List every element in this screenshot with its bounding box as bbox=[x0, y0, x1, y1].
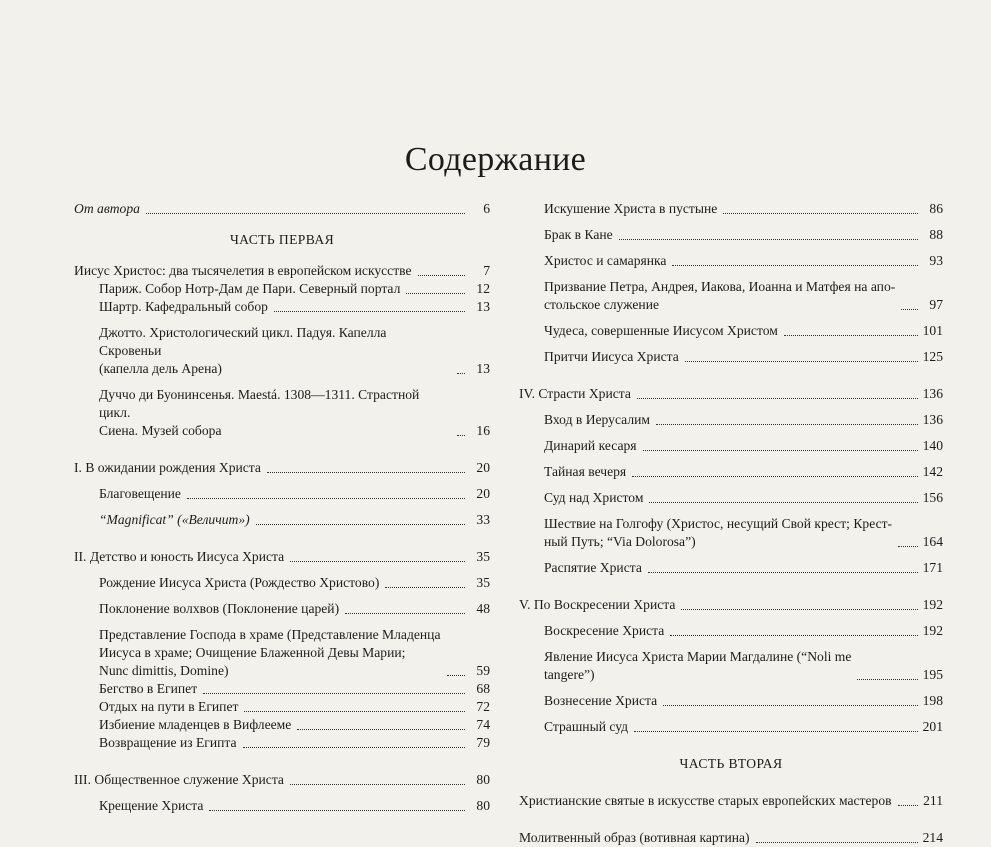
toc-entry-page: 136 bbox=[922, 412, 943, 427]
toc-entry[interactable] bbox=[74, 298, 490, 316]
toc-entry-page: 125 bbox=[922, 349, 943, 364]
dot-leader bbox=[643, 450, 918, 451]
toc-entry-text: Шартр. Кафедральный собор bbox=[99, 299, 268, 314]
toc-left-column bbox=[74, 200, 490, 815]
dot-leader bbox=[418, 275, 465, 276]
dot-leader bbox=[274, 311, 465, 312]
toc-entry-page: 211 bbox=[923, 793, 943, 808]
toc-entry-text: Дуччо ди Буонинсенья. Maestá. 1308—1311. Страстной цикл. Сиена. Музей собора bbox=[99, 387, 420, 438]
toc-entry-text: II. Детство и юность Иисуса Христа bbox=[74, 549, 285, 564]
toc-entry-text: Вход в Иерусалим bbox=[544, 412, 650, 427]
toc-entry[interactable] bbox=[74, 716, 490, 734]
toc-right-column bbox=[519, 200, 943, 847]
toc-entry[interactable] bbox=[74, 680, 490, 698]
dot-leader bbox=[290, 561, 465, 562]
toc-entry[interactable] bbox=[74, 600, 490, 618]
toc-entry[interactable] bbox=[519, 437, 943, 455]
toc-entry-text: Крещение Христа bbox=[99, 798, 204, 813]
dot-leader bbox=[345, 613, 465, 614]
toc-entry-page: 142 bbox=[922, 464, 943, 479]
dot-leader bbox=[681, 609, 917, 610]
toc-entry-text: Париж. Собор Нотр-Дам де Пари. Северный портал bbox=[99, 281, 401, 296]
toc-entry[interactable] bbox=[74, 797, 490, 815]
toc-entry-text: Христос и самарянка bbox=[544, 253, 667, 268]
dot-leader bbox=[637, 398, 918, 399]
toc-entry-text: Отдых на пути в Египет bbox=[99, 699, 239, 714]
toc-entry[interactable] bbox=[519, 322, 943, 340]
toc-entry-page: 192 bbox=[922, 597, 943, 612]
toc-entry[interactable] bbox=[519, 515, 943, 551]
toc-entry-chapter-3[interactable] bbox=[74, 771, 490, 789]
toc-entry-page: 68 bbox=[476, 681, 490, 696]
toc-entry-page: 13 bbox=[476, 299, 490, 314]
toc-entry-chapter-4[interactable] bbox=[519, 385, 943, 403]
part-one-heading: ЧАСТЬ ПЕРВАЯ bbox=[229, 232, 335, 247]
toc-entry[interactable] bbox=[519, 463, 943, 481]
dot-leader bbox=[619, 239, 918, 240]
toc-entry-text: Распятие Христа bbox=[544, 560, 642, 575]
dot-leader bbox=[901, 309, 918, 310]
toc-entry[interactable] bbox=[74, 626, 490, 680]
toc-entry-page: 214 bbox=[922, 830, 943, 845]
toc-entry-text: Рождение Иисуса Христа (Рождество Христово) bbox=[99, 575, 380, 590]
toc-entry-page: 16 bbox=[476, 423, 490, 438]
toc-entry-page: 59 bbox=[476, 663, 490, 678]
toc-entry-text: Тайная вечеря bbox=[544, 464, 627, 479]
toc-entry-text: Призвание Петра, Андрея, Иакова, Иоанна и Матфея на апо- стольское служение bbox=[544, 279, 896, 312]
toc-entry-page: 140 bbox=[922, 438, 943, 453]
toc-entry[interactable] bbox=[74, 511, 490, 529]
toc-entry-page: 80 bbox=[476, 772, 490, 787]
toc-entry-text: Суд над Христом bbox=[544, 490, 644, 505]
dot-leader bbox=[649, 502, 917, 503]
dot-leader bbox=[385, 587, 465, 588]
dot-leader bbox=[209, 810, 465, 811]
toc-entry[interactable] bbox=[519, 489, 943, 507]
toc-entry-page: 171 bbox=[922, 560, 943, 575]
toc-entry-author[interactable] bbox=[74, 200, 490, 218]
toc-entry-page: 35 bbox=[476, 575, 490, 590]
toc-entry-page: 20 bbox=[476, 486, 490, 501]
dot-leader bbox=[723, 213, 918, 214]
dot-leader bbox=[634, 731, 918, 732]
toc-entry-text: От автора bbox=[74, 201, 140, 216]
toc-entry[interactable] bbox=[519, 622, 943, 640]
toc-entry-text: Избиение младенцев в Вифлееме bbox=[99, 717, 292, 732]
toc-entry-text: Христианские святые в искусстве старых европейских мастеров bbox=[519, 793, 892, 808]
toc-entry[interactable] bbox=[519, 252, 943, 270]
toc-entry-chapter-5[interactable] bbox=[519, 596, 943, 614]
dot-leader bbox=[756, 842, 918, 843]
part-two-heading: ЧАСТЬ ВТОРАЯ bbox=[679, 756, 783, 771]
dot-leader bbox=[447, 675, 466, 676]
toc-entry-page: 74 bbox=[476, 717, 490, 732]
toc-entry-page: 136 bbox=[922, 386, 943, 401]
toc-entry[interactable] bbox=[519, 692, 943, 710]
toc-entry-text: Молитвенный образ (вотивная картина) bbox=[519, 830, 750, 845]
dot-leader bbox=[406, 293, 465, 294]
dot-leader bbox=[648, 572, 918, 573]
dot-leader bbox=[898, 546, 918, 547]
toc-entry-text: I. В ожидании рождения Христа bbox=[74, 460, 261, 475]
toc-entry-page: 72 bbox=[476, 699, 490, 714]
toc-entry-text: Чудеса, совершенные Иисусом Христом bbox=[544, 323, 778, 338]
toc-entry[interactable] bbox=[519, 411, 943, 429]
dot-leader bbox=[784, 335, 918, 336]
dot-leader bbox=[670, 635, 917, 636]
dot-leader bbox=[685, 361, 918, 362]
dot-leader bbox=[267, 472, 465, 473]
dot-leader bbox=[663, 705, 917, 706]
toc-entry-text: Бегство в Египет bbox=[99, 681, 198, 696]
toc-entry[interactable] bbox=[74, 485, 490, 503]
dot-leader bbox=[203, 693, 465, 694]
toc-entry-page: 198 bbox=[922, 693, 943, 708]
toc-entry-text: Явление Иисуса Христа Марии Магдалине (“Noli me tangere”) bbox=[544, 649, 852, 682]
toc-entry-page: 86 bbox=[929, 201, 943, 216]
toc-entry-page: 12 bbox=[476, 281, 490, 296]
toc-entry-page: 164 bbox=[922, 534, 943, 549]
toc-entry[interactable] bbox=[74, 386, 490, 440]
toc-entry-page: 79 bbox=[476, 735, 490, 750]
dot-leader bbox=[457, 435, 465, 436]
toc-entry-text: Воскресение Христа bbox=[544, 623, 665, 638]
toc-entry-page: 97 bbox=[929, 297, 943, 312]
toc-entry-page: 13 bbox=[476, 361, 490, 376]
toc-entry[interactable] bbox=[74, 574, 490, 592]
toc-entry-text: Иисус Христос: два тысячелетия в европейском искусстве bbox=[74, 263, 412, 278]
toc-entry-text: Поклонение волхвов (Поклонение царей) bbox=[99, 601, 340, 616]
dot-leader bbox=[187, 498, 465, 499]
dot-leader bbox=[656, 424, 918, 425]
dot-leader bbox=[632, 476, 917, 477]
toc-entry-text: Джотто. Христологический цикл. Падуя. Капелла Скровеньи (капелла дель Арена) bbox=[99, 325, 387, 376]
dot-leader bbox=[290, 784, 465, 785]
toc-entry-page: 80 bbox=[476, 798, 490, 813]
toc-entry-text: Искушение Христа в пустыне bbox=[544, 201, 718, 216]
toc-entry[interactable] bbox=[74, 734, 490, 752]
toc-entry-chapter-2[interactable] bbox=[74, 548, 490, 566]
toc-entry[interactable] bbox=[74, 280, 490, 298]
dot-leader bbox=[243, 747, 465, 748]
toc-entry-text: IV. Страсти Христа bbox=[519, 386, 631, 401]
toc-entry[interactable] bbox=[74, 324, 490, 378]
dot-leader bbox=[898, 805, 918, 806]
toc-entry-page: 201 bbox=[922, 719, 943, 734]
toc-entry-text: Вознесение Христа bbox=[544, 693, 658, 708]
toc-entry-text: “Magnificat” («Величит») bbox=[99, 512, 250, 527]
page-title: Содержание bbox=[404, 141, 587, 178]
toc-entry-text: Шествие на Голгофу (Христос, несущий Свой крест; Крест- ный Путь; “Via Dolorosa”) bbox=[544, 516, 893, 549]
toc-entry-text: Страшный суд bbox=[544, 719, 629, 734]
toc-entry-text: Динарий кесаря bbox=[544, 438, 637, 453]
toc-entry-intro[interactable] bbox=[74, 262, 490, 280]
toc-entry-page: 101 bbox=[922, 323, 943, 338]
toc-entry-page: 195 bbox=[922, 667, 943, 682]
toc-entry[interactable] bbox=[519, 200, 943, 218]
toc-entry-text: Брак в Кане bbox=[544, 227, 613, 242]
dot-leader bbox=[672, 265, 918, 266]
toc-entry-page: 156 bbox=[922, 490, 943, 505]
toc-entry[interactable] bbox=[74, 698, 490, 716]
toc-entry[interactable] bbox=[519, 226, 943, 244]
toc-entry-page: 7 bbox=[483, 263, 490, 278]
toc-entry-text: V. По Воскресении Христа bbox=[519, 597, 676, 612]
toc-entry[interactable] bbox=[519, 348, 943, 366]
dot-leader bbox=[244, 711, 465, 712]
toc-entry-page: 93 bbox=[929, 253, 943, 268]
toc-entry-page: 6 bbox=[483, 201, 490, 216]
dot-leader bbox=[146, 213, 465, 214]
toc-entry-page: 20 bbox=[476, 460, 490, 475]
toc-entry[interactable] bbox=[519, 829, 943, 847]
toc-entry-page: 88 bbox=[929, 227, 943, 242]
toc-entry-text: III. Общественное служение Христа bbox=[74, 772, 284, 787]
dot-leader bbox=[857, 679, 917, 680]
dot-leader bbox=[256, 524, 465, 525]
dot-leader bbox=[297, 729, 465, 730]
toc-entry-page: 192 bbox=[922, 623, 943, 638]
toc-entry[interactable] bbox=[519, 718, 943, 736]
toc-entry[interactable] bbox=[519, 278, 943, 314]
toc-entry-page: 35 bbox=[476, 549, 490, 564]
toc-entry-chapter-1[interactable] bbox=[74, 459, 490, 477]
toc-entry-text: Притчи Иисуса Христа bbox=[544, 349, 679, 364]
toc-entry-text: Возвращение из Египта bbox=[99, 735, 237, 750]
toc-entry[interactable] bbox=[519, 648, 943, 684]
dot-leader bbox=[457, 373, 465, 374]
toc-entry-text: Благовещение bbox=[99, 486, 181, 501]
toc-entry[interactable] bbox=[519, 792, 943, 810]
toc-entry-text: Представление Господа в храме (Представление Младенца Иисуса в храме; Очищение Блаженной Девы Марии; Nunc dimittis, Domine) bbox=[99, 627, 441, 678]
toc-entry-page: 48 bbox=[476, 601, 490, 616]
toc-entry-page: 33 bbox=[476, 512, 490, 527]
toc-entry[interactable] bbox=[519, 559, 943, 577]
